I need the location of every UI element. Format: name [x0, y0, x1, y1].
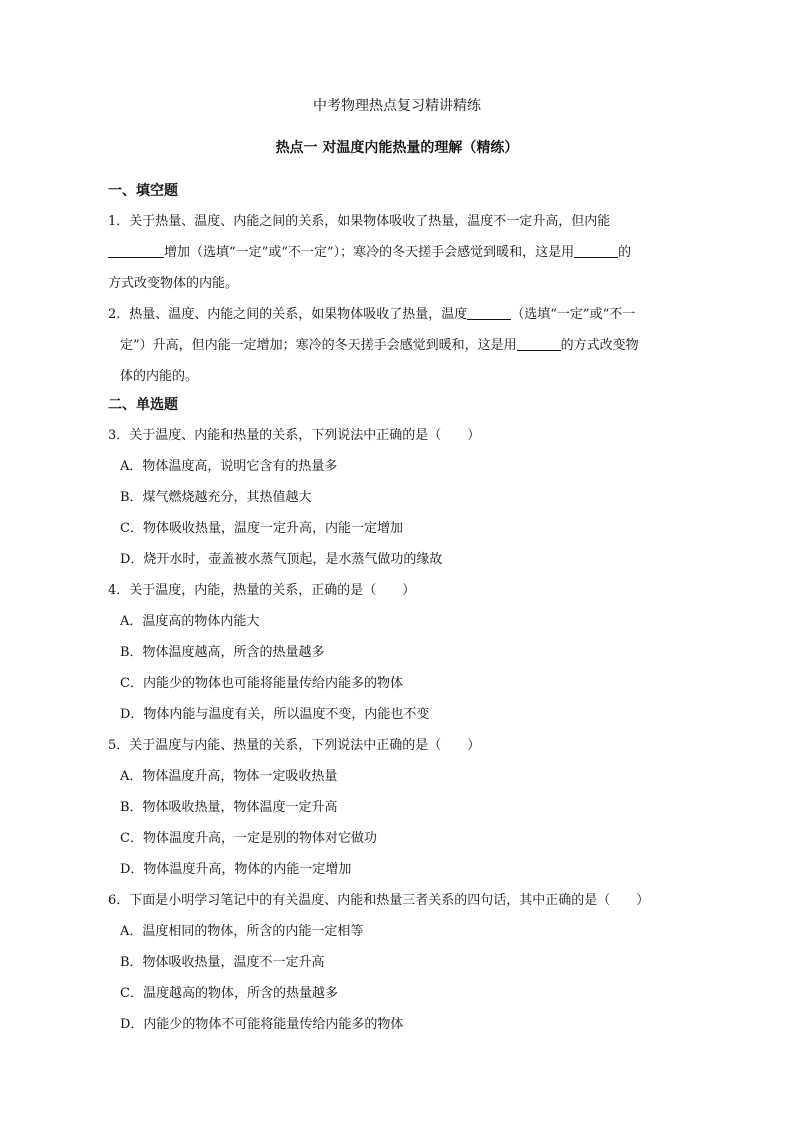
- question-line: 体的内能的。: [120, 369, 199, 384]
- fill-question-1: [108, 206, 692, 299]
- option-d[interactable]: D．烧开水时，壶盖被水蒸气顶起，是水蒸气做功的缘故: [120, 552, 443, 567]
- question-text: 的: [618, 245, 632, 260]
- question-line: 1．关于热量、温度、内能之间的关系，如果物体吸收了热量，温度不一定升高，但内能: [108, 214, 611, 229]
- answer-blank[interactable]: [574, 243, 618, 258]
- question-text: 定”）升高，但内能一定增加；寒冷的冬天搓手会感觉到暖和，这是用: [120, 338, 517, 353]
- choice-question-3: [108, 420, 692, 575]
- question-stem: 3．关于温度、内能和热量的关系，下列说法中正确的是（ ）: [108, 428, 481, 443]
- choice-question-4: [108, 575, 692, 730]
- question-stem: 4．关于温度，内能，热量的关系，正确的是（ ）: [108, 583, 416, 598]
- choice-question-6: [108, 885, 692, 1040]
- document-subtitle: 热点一 对温度内能热量的理解（精练）: [275, 140, 519, 156]
- question-line: [108, 299, 692, 330]
- option-a[interactable]: A．温度高的物体内能大: [120, 614, 260, 629]
- option-a[interactable]: A．温度相同的物体，所含的内能一定相等: [120, 924, 364, 939]
- question-text: 的方式改变物: [560, 338, 639, 353]
- answer-blank[interactable]: [517, 336, 561, 351]
- option-b[interactable]: B．煤气燃烧越充分，其热值越大: [120, 490, 312, 505]
- answer-blank[interactable]: [467, 305, 511, 320]
- option-d[interactable]: D．物体温度升高，物体的内能一定增加: [120, 862, 352, 877]
- section-heading-fill: 一、填空题: [108, 183, 178, 199]
- document-title: 中考物理热点复习精讲精练: [313, 98, 481, 114]
- fill-question-2: [108, 299, 692, 392]
- option-d[interactable]: D．物体内能与温度有关，所以温度不变，内能也不变: [120, 707, 430, 722]
- question-stem: 6．下面是小明学习笔记中的有关温度、内能和热量三者关系的四句话，其中正确的是（ ）: [108, 893, 650, 908]
- question-text: 增加（选填“一定”或“不一定”）；寒冷的冬天搓手会感觉到暖和，这是用: [164, 245, 575, 260]
- option-b[interactable]: B．物体吸收热量，温度不一定升高: [120, 955, 325, 970]
- question-line: [108, 330, 692, 361]
- question-stem: 5．关于温度与内能、热量的关系，下列说法中正确的是（ ）: [108, 738, 481, 753]
- option-a[interactable]: A．物体温度高，说明它含有的热量多: [120, 459, 338, 474]
- answer-blank[interactable]: [108, 243, 164, 258]
- section-heading-single-choice: 二、单选题: [108, 397, 178, 413]
- option-a[interactable]: A．物体温度升高，物体一定吸收热量: [120, 769, 338, 784]
- option-c[interactable]: C．温度越高的物体，所含的热量越多: [120, 986, 338, 1001]
- choice-question-5: [108, 730, 692, 885]
- question-text: （选填“一定”或“不一: [511, 307, 636, 322]
- question-line: 方式改变物体的内能。: [108, 276, 239, 291]
- document-content: [108, 178, 692, 1040]
- option-d[interactable]: D．内能少的物体不可能将能量传给内能多的物体: [120, 1017, 404, 1032]
- option-b[interactable]: B．物体温度越高，所含的热量越多: [120, 645, 325, 660]
- option-b[interactable]: B．物体吸收热量，物体温度一定升高: [120, 800, 338, 815]
- option-c[interactable]: C．物体吸收热量，温度一定升高，内能一定增加: [120, 521, 403, 536]
- question-text: 2．热量、温度、内能之间的关系，如果物体吸收了热量，温度: [108, 307, 468, 322]
- option-c[interactable]: C．内能少的物体也可能将能量传给内能多的物体: [120, 676, 403, 691]
- question-line: [108, 237, 692, 268]
- option-c[interactable]: C．物体温度升高，一定是别的物体对它做功: [120, 831, 377, 846]
